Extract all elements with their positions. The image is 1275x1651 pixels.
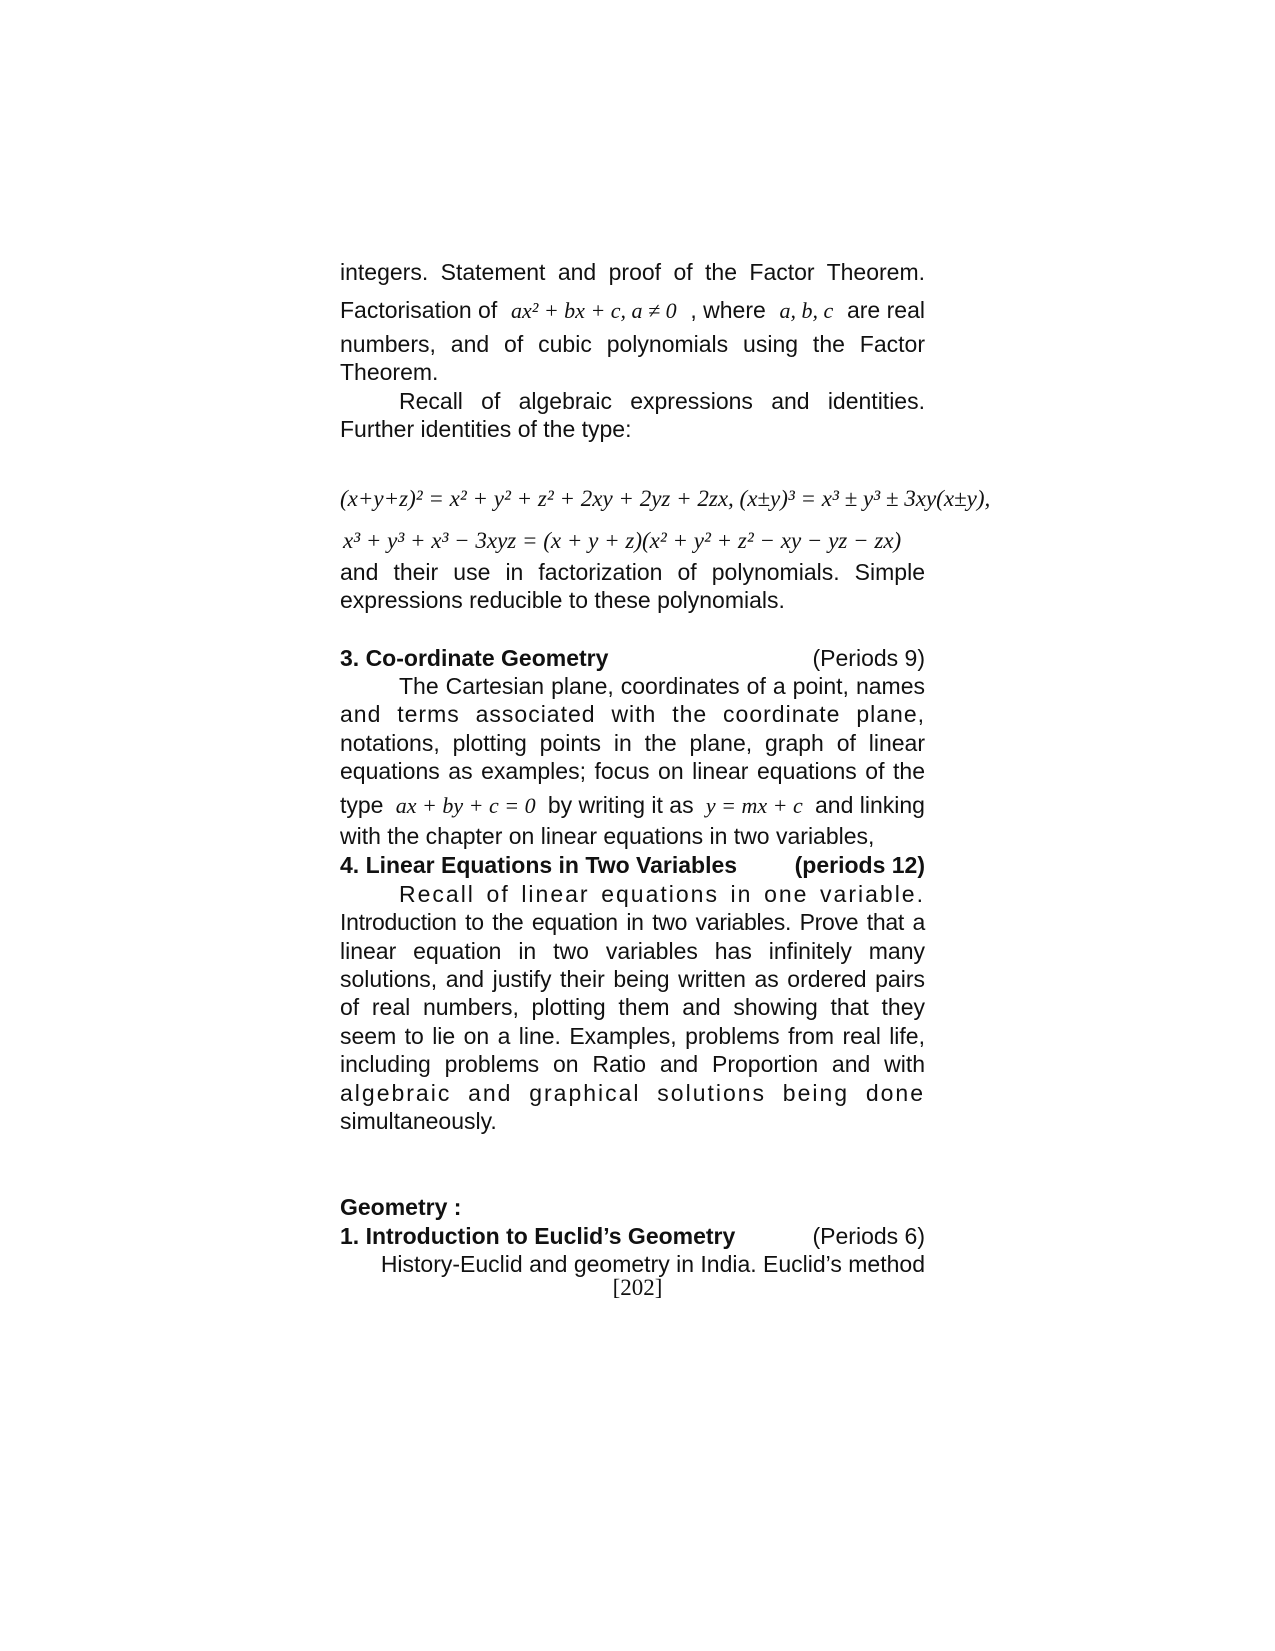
page-number: [202]: [612, 1275, 663, 1300]
text-line: and terms associated with the coordinate plane,: [340, 701, 925, 727]
text-line: simultaneously.: [340, 1108, 497, 1134]
text-line: History-Euclid and geometry in India. Euclid’s method: [380, 1251, 925, 1277]
text-line: equations as examples; focus on linear equations of the: [340, 758, 925, 784]
section-heading: [340, 851, 925, 880]
section-periods: (periods 12): [794, 852, 925, 878]
text-line: Introduction to the equation in two variables. Prove that a: [340, 909, 925, 935]
text-line: [340, 296, 925, 325]
text-line: Recall of linear equations in one variable.: [399, 881, 925, 907]
section-heading: [340, 1222, 925, 1251]
text-line: integers. Statement and proof of the Factor Theorem.: [340, 259, 925, 285]
text-line: Theorem.: [340, 359, 439, 385]
text-fragment: , where: [690, 297, 766, 323]
text-fragment: Factorisation of: [340, 297, 498, 323]
text-fragment: by writing it as: [547, 792, 694, 818]
identity-formula: (x+y+z)² = x² + y² + z² + 2xy + 2yz + 2zx, (x±y)³ = x³ ± y³ ± 3xy(x±y),: [340, 486, 991, 511]
section-title: 1. Introduction to Euclid’s Geometry: [340, 1223, 736, 1249]
section-periods: (Periods 6): [812, 1223, 925, 1249]
section-periods: (Periods 9): [812, 645, 925, 671]
math-expression: y = mx + c: [705, 793, 803, 818]
geometry-heading: Geometry :: [340, 1194, 462, 1220]
section-title: 4. Linear Equations in Two Variables: [340, 852, 738, 878]
text-line: linear equation in two variables has infinitely many: [340, 938, 925, 964]
text-line: Further identities of the type:: [340, 416, 632, 442]
text-fragment: and linking: [814, 792, 925, 818]
math-expression: a, b, c: [779, 298, 834, 323]
section-heading: [340, 644, 925, 673]
text-line: of real numbers, plotting them and showing that they: [340, 994, 925, 1020]
text-line: numbers, and of cubic polynomials using the Factor: [340, 331, 925, 357]
math-expression: ax + by + c = 0: [395, 793, 536, 818]
text-line: with the chapter on linear equations in two variables,: [340, 823, 875, 849]
text-line: and their use in factorization of polynomials. Simple: [340, 559, 925, 585]
text-fragment: are real: [846, 297, 925, 323]
identity-formula: x³ + y³ + x³ − 3xyz = (x + y + z)(x² + y² + z² − xy − yz − zx): [343, 528, 902, 553]
text-line: solutions, and justify their being written as ordered pairs: [340, 966, 925, 992]
math-expression: ax² + bx + c, a ≠ 0: [510, 298, 677, 323]
text-line: including problems on Ratio and Proportion and with: [340, 1051, 925, 1077]
text-line: [340, 791, 925, 820]
text-line: notations, plotting points in the plane, graph of linear: [340, 730, 925, 756]
text-line: algebraic and graphical solutions being done: [340, 1080, 925, 1106]
section-title: 3. Co-ordinate Geometry: [340, 645, 609, 671]
text-line: The Cartesian plane, coordinates of a point, names: [399, 673, 925, 699]
text-line: seem to lie on a line. Examples, problems from real life,: [340, 1023, 925, 1049]
text-line: Recall of algebraic expressions and identities.: [399, 388, 925, 414]
text-line: expressions reducible to these polynomials.: [340, 587, 785, 613]
text-fragment: type: [340, 792, 384, 818]
